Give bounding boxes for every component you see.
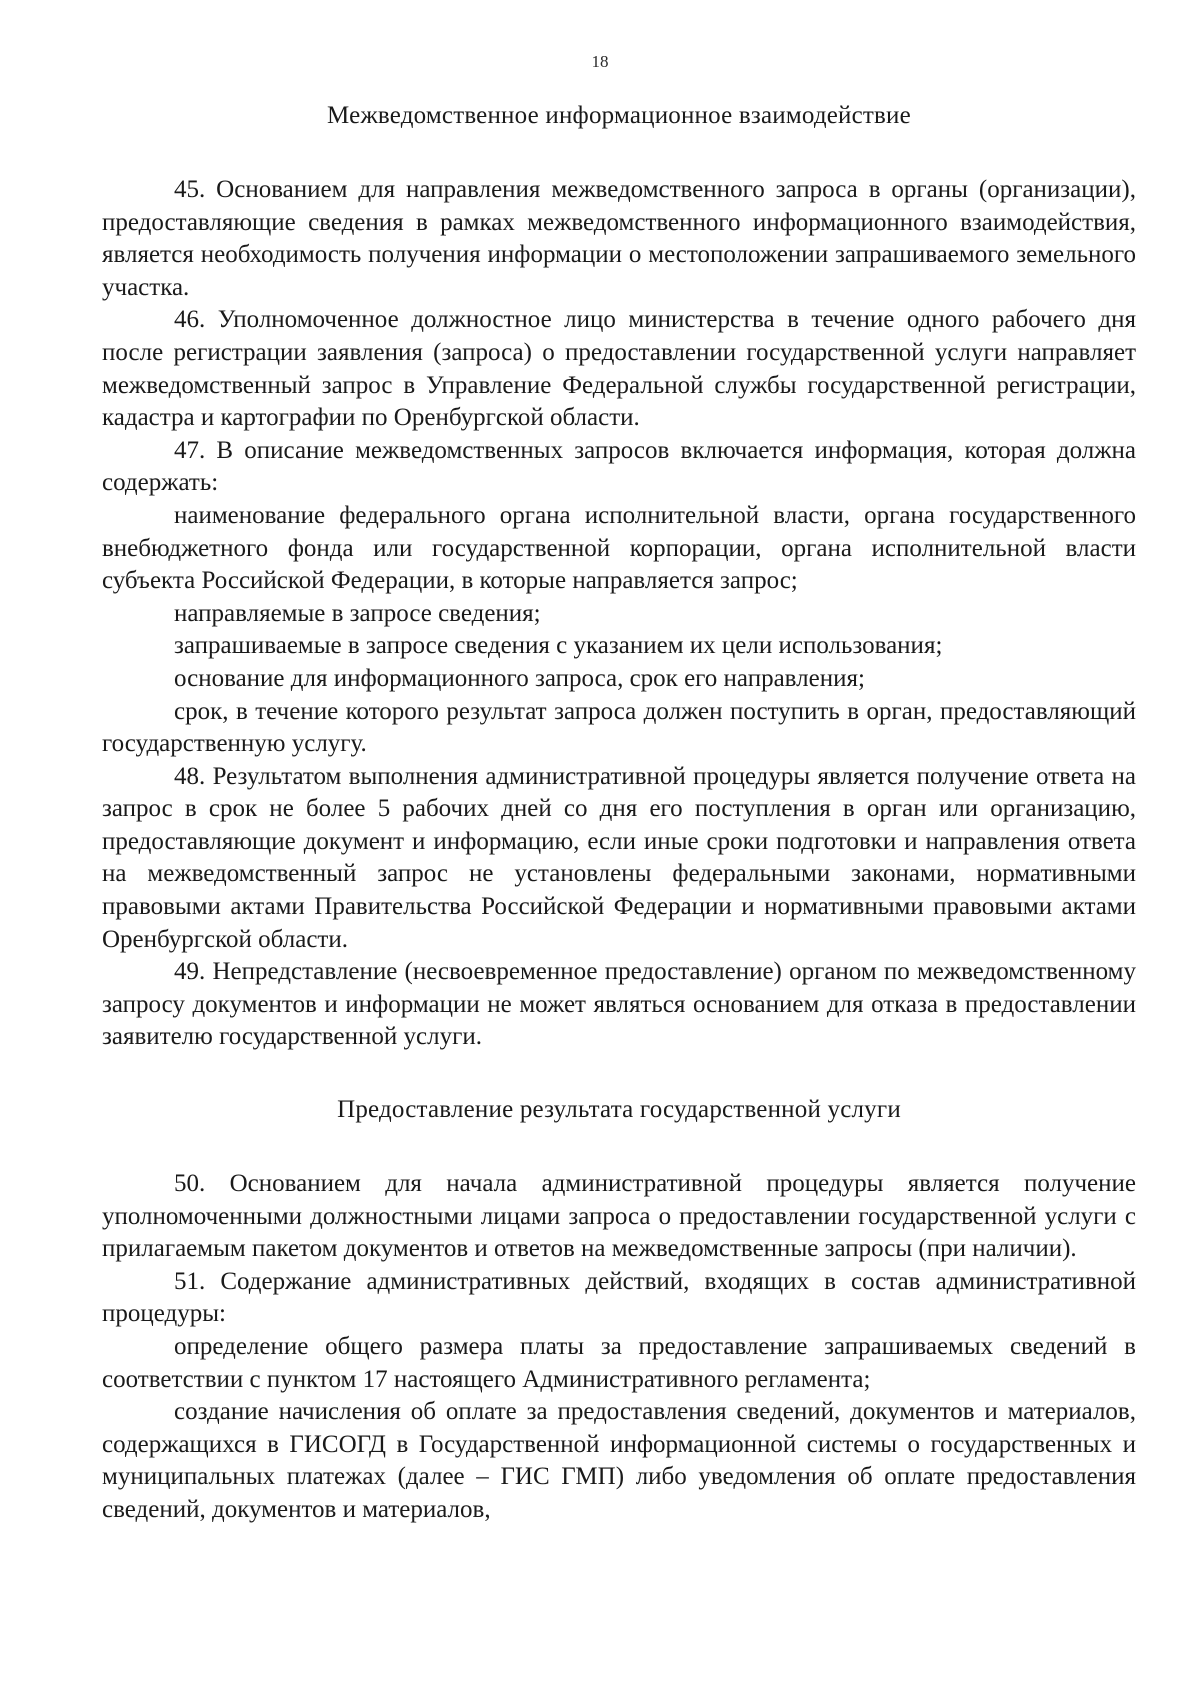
paragraph-48: 48. Результатом выполнения административной процедуры является получение ответа на запрос в срок не более 5 рабочих дней со дня его поступления в орган или организацию, предоставляющие документ и информацию, если иные сроки подготовки и направления ответа на межведомственный запрос не установлены федеральными законами, нормативными правовыми актами Правительства Российской Федерации и нормативными правовыми актами Оренбургской области. (102, 762, 1136, 953)
section-result (102, 1168, 1136, 1527)
section-heading-result: Предоставление результата государственной услуги (337, 1096, 901, 1124)
list-item-fee-determination: определение общего размера платы за предоставление запрашиваемых сведений в соответствии с пунктом 17 настоящего Административного регламента; (102, 1333, 1136, 1393)
section-interagency (102, 174, 1136, 1054)
paragraph-50: 50. Основанием для начала административной процедуры является получение уполномоченными должностными лицами запроса о предоставлении государственной услуги с прилагаемым пакетом документов и ответов на межведомственные запросы (при наличии). (102, 1170, 1136, 1263)
paragraph-45: 45. Основанием для направления межведомственного запроса в органы (организации), предоставляющие сведения в рамках межведомственного информационного взаимодействия, является необходимость получения информации о местоположении запрашиваемого земельного участка. (102, 176, 1136, 301)
list-item-payment-charge: создание начисления об оплате за предоставления сведений, документов и материалов, содержащихся в ГИСОГД в Государственной информационной системы о государственных и муниципальных платежах (далее – ГИС ГМП) либо уведомления об оплате предоставления сведений, документов и материалов, (102, 1398, 1136, 1523)
paragraph-47: 47. В описание межведомственных запросов включается информация, которая должна содержать: (102, 436, 1136, 497)
page-number: 18 (591, 52, 609, 71)
paragraph-51: 51. Содержание административных действий, входящих в состав административной процедуры: (102, 1267, 1136, 1328)
section-heading-interagency: Межведомственное информационное взаимодействие (327, 102, 911, 129)
document-body (102, 98, 1136, 1527)
list-item-requested-info: запрашиваемые в запросе сведения с указанием их цели использования; (174, 632, 943, 660)
list-item-authority-name: наименование федерального органа исполнительной власти, органа государственного внебюджетного фонда или государственной корпорации, органа исполнительной власти субъекта Российской Федерации, в которые направляется запрос; (102, 501, 1136, 595)
list-item-request-basis: основание для информационного запроса, срок его направления; (174, 664, 865, 692)
list-item-sent-info: направляемые в запросе сведения; (174, 599, 541, 627)
list-item-response-deadline: срок, в течение которого результат запроса должен поступить в орган, предоставляющий государственную услугу. (102, 697, 1136, 758)
paragraph-49: 49. Непредставление (несвоевременное предоставление) органом по межведомственному запросу документов и информации не может являться основанием для отказа в предоставлении заявителю государственной услуги. (102, 958, 1136, 1051)
paragraph-46: 46. Уполномоченное должностное лицо министерства в течение одного рабочего дня после регистрации заявления (запроса) о предоставлении государственной услуги направляет межведомственный запрос в Управление Федеральной службы государственной регистрации, кадастра и картографии по Оренбургской области. (102, 306, 1136, 432)
